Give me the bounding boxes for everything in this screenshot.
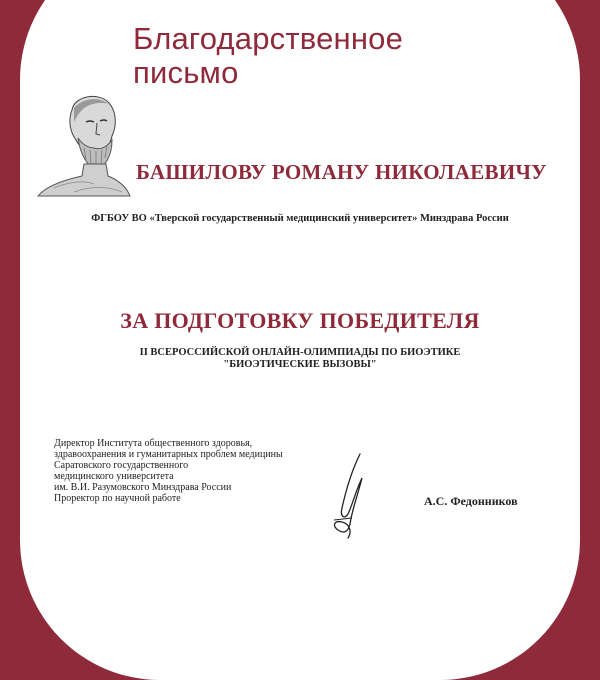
award-title: ЗА ПОДГОТОВКУ ПОБЕДИТЕЛЯ [120,308,480,333]
position-line: Саратовского государственного [54,460,189,471]
position-line: Директор Института общественного здоровья, [54,438,253,449]
position-line: здравоохранения и гуманитарных проблем медицины [54,449,283,460]
signatory-position [54,438,283,504]
handwritten-signature [322,450,382,540]
position-line: Проректор по научной работе [54,493,181,504]
position-line: им. В.И. Разумовского Минздрава России [54,482,232,493]
event-line-2: "БИОЭТИЧЕСКИЕ ВЫЗОВЫ" [223,359,377,370]
recipient-name: БАШИЛОВУ РОМАНУ НИКОЛАЕВИЧУ [136,160,547,184]
title-line-2: письмо [133,55,239,90]
position-line: медицинского университета [54,471,174,482]
event-line-1: II ВСЕРОССИЙСКОЙ ОНЛАЙН-ОЛИМПИАДЫ ПО БИОЭТИКЕ [139,347,461,358]
event-name [0,347,600,371]
page-title [133,22,403,90]
signatory-name: А.С. Федонников [424,494,518,508]
hippocrates-bust-icon [34,88,134,198]
title-line-1: Благодарственное [133,21,404,56]
recipient-organization: ФГБОУ ВО «Тверской государственный медицинский университет» Минздрава России [91,213,509,224]
